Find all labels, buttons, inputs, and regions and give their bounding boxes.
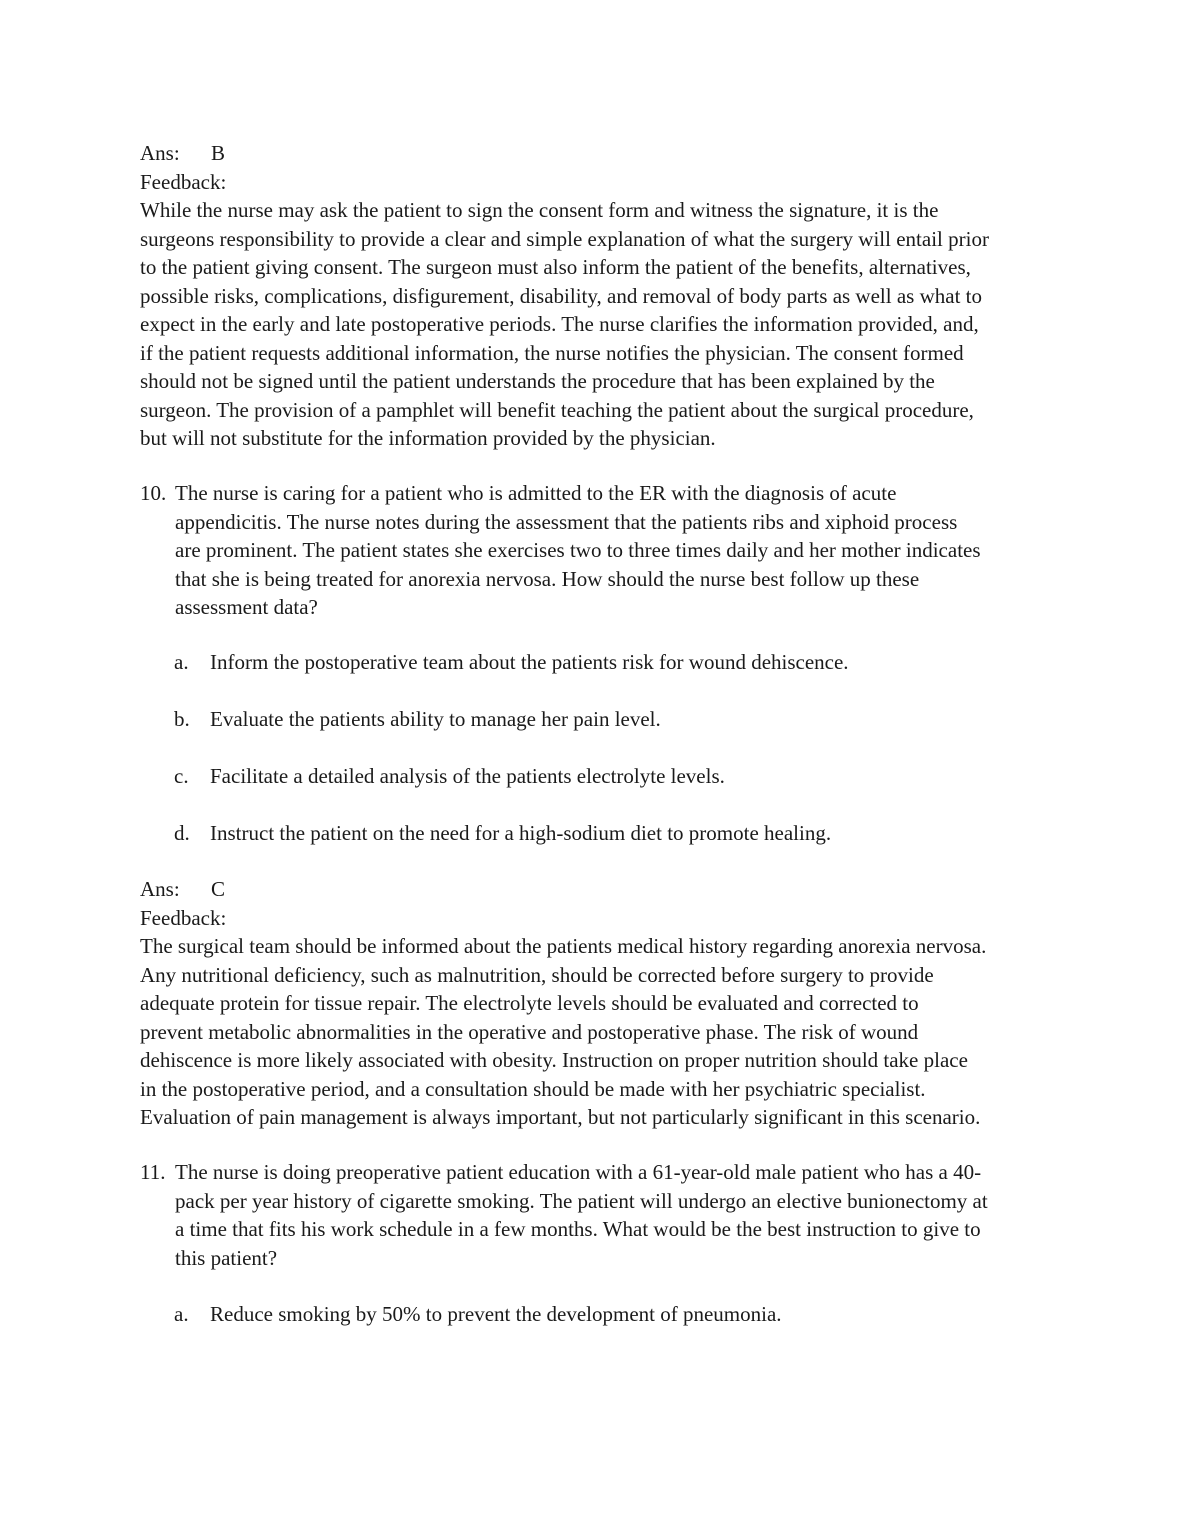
option-letter: b. xyxy=(174,707,190,731)
feedback-line: The surgical team should be informed about the patients medical history regarding anorexia nervosa. xyxy=(140,934,987,958)
feedback-line: Evaluation of pain management is always important, but not particularly significant in this scenario. xyxy=(140,1105,981,1129)
feedback-line: surgeons responsibility to provide a clear and simple explanation of what the surgery will entail prior xyxy=(140,226,989,251)
feedback-label: Feedback: xyxy=(140,905,227,930)
option-a xyxy=(174,1300,782,1329)
option-letter: c. xyxy=(174,764,189,788)
feedback-line: dehiscence is more likely associated with obesity. Instruction on proper nutrition should take place xyxy=(140,1048,968,1072)
answer-line xyxy=(140,875,986,904)
option-text: Evaluate the patients ability to manage her pain level. xyxy=(210,707,661,731)
answer-block-10 xyxy=(140,875,986,1132)
question-stem xyxy=(175,1158,988,1272)
option-a xyxy=(174,648,849,677)
feedback-line: prevent metabolic abnormalities in the operative and postoperative phase. The risk of wound xyxy=(140,1019,919,1044)
feedback-line: expect in the early and late postoperative periods. The nurse clarifies the information provided, and, xyxy=(140,312,979,336)
option-letter: d. xyxy=(174,821,190,845)
option-letter: a. xyxy=(174,1302,189,1326)
feedback-line: While the nurse may ask the patient to sign the consent form and witness the signature, it is the xyxy=(140,198,939,222)
feedback-label: Feedback: xyxy=(140,169,227,194)
stem-line: this patient? xyxy=(175,1245,278,1270)
feedback-line: possible risks, complications, disfigurement, disability, and removal of body parts as well as what to xyxy=(140,283,982,308)
feedback-line: in the postoperative period, and a consultation should be made with her psychiatric specialist. xyxy=(140,1076,926,1101)
stem-line: The nurse is caring for a patient who is admitted to the ER with the diagnosis of acute xyxy=(175,481,897,505)
question-11 xyxy=(140,1158,988,1272)
stem-line: appendicitis. The nurse notes during the assessment that the patients ribs and xiphoid process xyxy=(175,509,958,534)
option-text: Inform the postoperative team about the patients risk for wound dehiscence. xyxy=(210,650,849,674)
answer-block-9 xyxy=(140,139,989,453)
feedback-text xyxy=(140,932,986,1132)
option-d xyxy=(174,819,831,848)
feedback-line: but will not substitute for the information provided by the physician. xyxy=(140,426,716,450)
feedback-line: should not be signed until the patient understands the procedure that has been explained by the xyxy=(140,369,935,393)
stem-line: pack per year history of cigarette smoking. The patient will undergo an elective bunionectomy at xyxy=(175,1188,988,1213)
answer-label: Ans: xyxy=(140,141,180,165)
option-text: Facilitate a detailed analysis of the patients electrolyte levels. xyxy=(210,764,725,788)
option-text: Instruct the patient on the need for a high-sodium diet to promote healing. xyxy=(210,821,832,845)
option-c xyxy=(174,762,725,791)
feedback-text xyxy=(140,196,989,453)
option-b xyxy=(174,705,661,734)
feedback-line: adequate protein for tissue repair. The electrolyte levels should be evaluated and corrected to xyxy=(140,991,919,1015)
question-number: 11. xyxy=(140,1160,166,1184)
feedback-line: to the patient giving consent. The surgeon must also inform the patient of the benefits, alternatives, xyxy=(140,255,971,279)
stem-line: a time that fits his work schedule in a few months. What would be the best instruction to give to xyxy=(175,1217,981,1241)
answer-line xyxy=(140,139,989,168)
stem-line: that she is being treated for anorexia nervosa. How should the nurse best follow up these xyxy=(175,566,920,591)
question-number: 10. xyxy=(140,481,167,505)
option-letter: a. xyxy=(174,650,189,674)
question-stem xyxy=(175,479,981,622)
question-10 xyxy=(140,479,981,622)
stem-line: assessment data? xyxy=(175,595,318,619)
feedback-line: if the patient requests additional information, the nurse notifies the physician. The consent formed xyxy=(140,340,964,365)
answer-value: C xyxy=(211,877,226,901)
answer-value: B xyxy=(211,141,226,165)
feedback-line: surgeon. The provision of a pamphlet will benefit teaching the patient about the surgical procedure, xyxy=(140,397,974,422)
stem-line: The nurse is doing preoperative patient education with a 61-year-old male patient who has a 40- xyxy=(175,1160,982,1184)
stem-line: are prominent. The patient states she exercises two to three times daily and her mother indicates xyxy=(175,538,981,562)
feedback-line: Any nutritional deficiency, such as malnutrition, should be corrected before surgery to provide xyxy=(140,962,934,987)
option-text: Reduce smoking by 50% to prevent the development of pneumonia. xyxy=(210,1302,782,1326)
answer-label: Ans: xyxy=(140,877,180,901)
